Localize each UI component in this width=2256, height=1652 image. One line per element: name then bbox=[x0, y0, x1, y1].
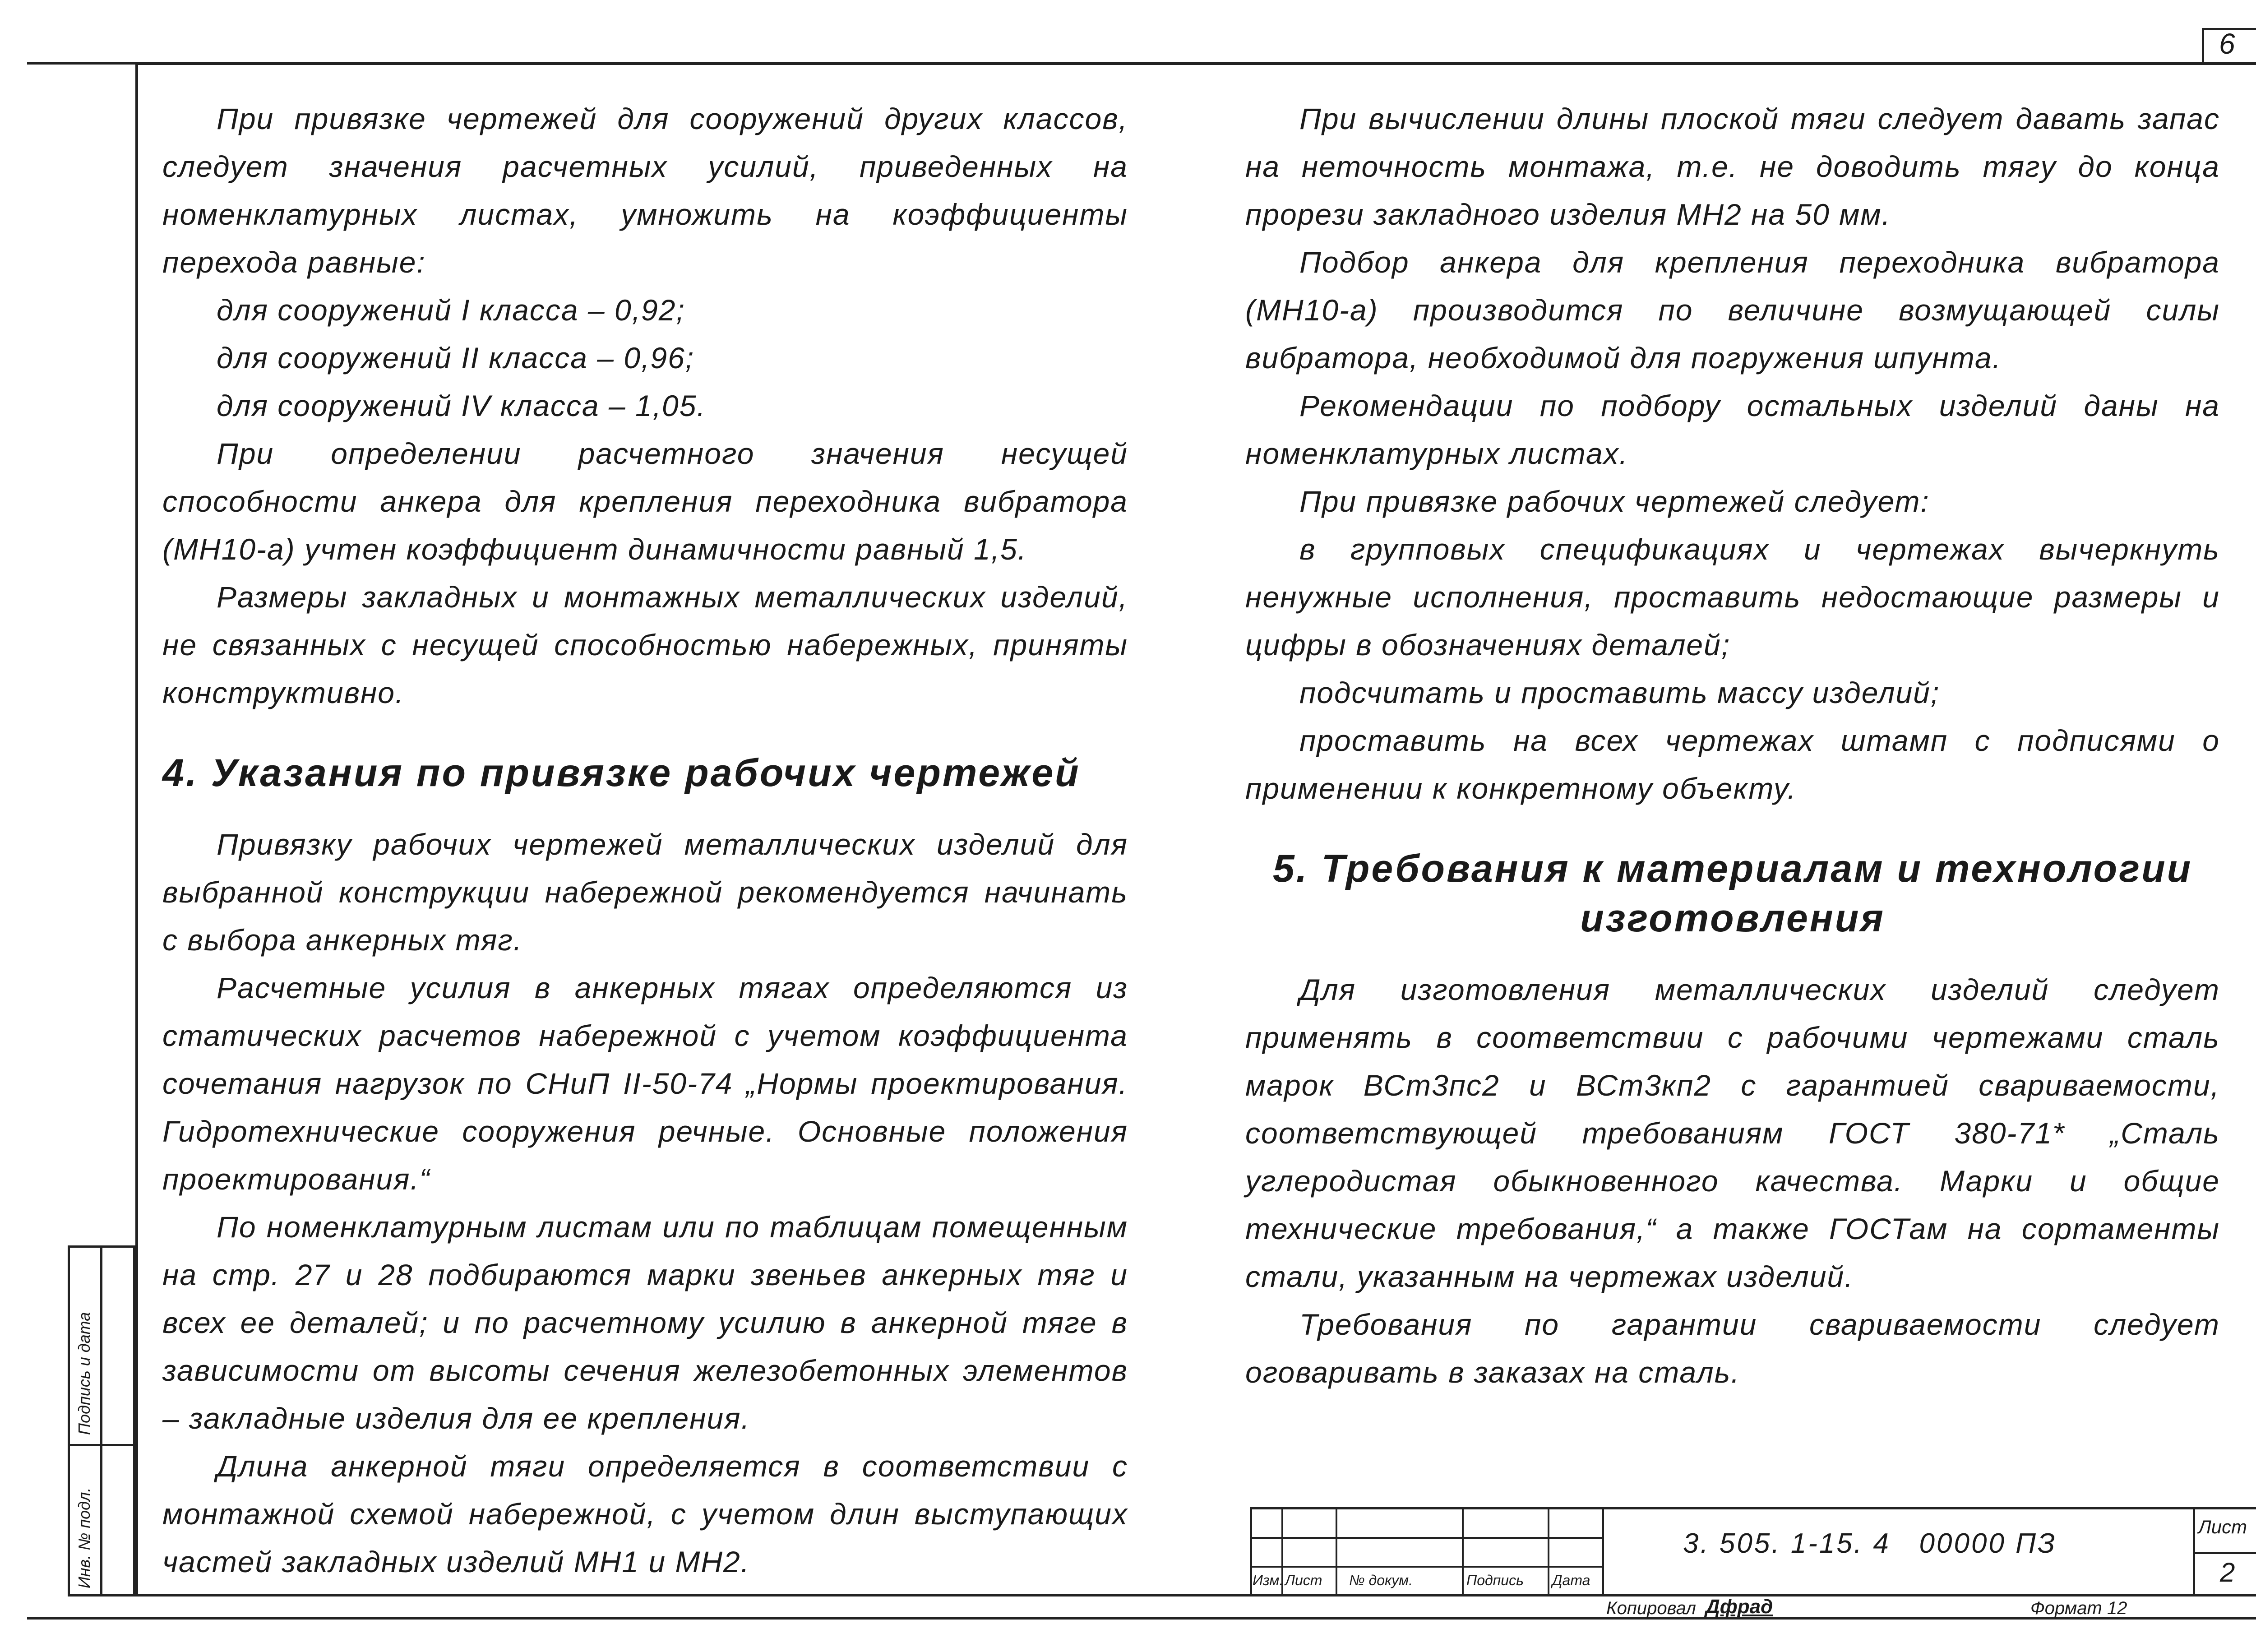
copied-signature: Дфрад bbox=[1706, 1596, 1773, 1618]
copied-label: Копировал bbox=[1606, 1598, 1696, 1618]
tb-header-list: Лист bbox=[1285, 1572, 1322, 1588]
tb-col-line bbox=[1602, 1507, 1604, 1596]
paragraph: При определении расчетного значения несущей способности анкера для крепления переходника вибратора (МН10-а) учтен коэффициент динамичности равный 1,5. bbox=[162, 437, 1128, 566]
tb-header-date: Дата bbox=[1552, 1572, 1590, 1588]
side-label-inv: Инв. № подл. bbox=[75, 1487, 93, 1588]
tb-header-izm: Изм. bbox=[1253, 1572, 1284, 1588]
paragraph: Требования по гарантии свариваемости следует оговаривать в заказах на сталь. bbox=[1245, 1308, 2220, 1389]
intro-paragraph: При привязке чертежей для сооружений других классов, следует значения расчетных усилий, приведенных на номенклатурных листах, умножить на коэффициенты перехода равные: bbox=[162, 102, 1128, 279]
tb-sheet-label: Лист bbox=[2198, 1516, 2247, 1537]
tb-sheet-number: 2 bbox=[2220, 1557, 2235, 1587]
list-item: для сооружений II класса – 0,96; bbox=[217, 341, 695, 375]
paragraph: подсчитать и проставить массу изделий; bbox=[1299, 676, 1940, 709]
tb-designation: 3. 505. 1-15. 4 00000 ПЗ bbox=[1683, 1528, 2057, 1559]
page-number: 6 bbox=[2219, 28, 2235, 60]
tb-sheet-col-line bbox=[2193, 1507, 2195, 1596]
side-stamp-divider-h bbox=[68, 1444, 135, 1446]
left-column bbox=[162, 95, 1128, 1586]
tb-sheet-row-line bbox=[2193, 1552, 2256, 1554]
paragraph: Длина анкерной тяги определяется в соответствии с монтажной схемой набережной, с учетом длин выступающих частей закладных изделий МН1 и МН2. bbox=[162, 1449, 1128, 1578]
paragraph: Привязку рабочих чертежей металлических изделий для выбранной конструкции набережной рекомендуется начинать с выбора анкерных тяг. bbox=[162, 828, 1128, 957]
paragraph: Расчетные усилия в анкерных тягах определяются из статических расчетов набережной с учетом коэффициента сочетания нагрузок по СНиП II-50-74 „Нормы проектирования. Гидротехнические сооружения речные. Основные положения проектирования.“ bbox=[162, 971, 1128, 1196]
tb-header-sign: Подпись bbox=[1466, 1572, 1524, 1588]
bottom-border-line bbox=[27, 1617, 2256, 1620]
paragraph: Размеры закладных и монтажных металлических изделий, не связанных с несущей способностью набережных, приняты конструктивно. bbox=[162, 580, 1128, 709]
tb-header-doc: № докум. bbox=[1349, 1572, 1413, 1588]
list-item: для сооружений I класса – 0,92; bbox=[217, 293, 685, 327]
section-5-heading: 5. Требования к материалам и технологии изготовления bbox=[1272, 847, 2193, 940]
tb-col-line bbox=[1462, 1507, 1464, 1596]
paragraph: Рекомендации по подбору остальных изделий даны на номенклатурных листах. bbox=[1245, 389, 2220, 470]
paragraph: Подбор анкера для крепления переходника вибратора (МН10-а) производится по величине возмущающей силы вибратора, необходимой для погружения шпунта. bbox=[1245, 245, 2220, 375]
tb-col-line bbox=[1548, 1507, 1549, 1596]
side-label-sign: Подпись и дата bbox=[75, 1312, 93, 1435]
section-4-heading: 4. Указания по привязке рабочих чертежей bbox=[162, 751, 1081, 795]
paragraph: Для изготовления металлических изделий следует применять в соответствии с рабочими чертежами сталь марок ВСт3пс2 и ВСт3кп2 с гарантией свариваемости, соответствующей требованиям ГОСТ 380-71* „Сталь углеродистая обыкновенного качества. Марки и общие технические требования,“ а также ГОСТам на сортаменты стали, указанным на чертежах изделий. bbox=[1245, 973, 2220, 1293]
list-item: для сооружений IV класса – 1,05. bbox=[217, 389, 706, 422]
paragraph: При вычислении длины плоской тяги следует давать запас на неточность монтажа, т.е. не доводить тягу до конца прорези закладного изделия МН2 на 50 мм. bbox=[1245, 102, 2220, 231]
paragraph: проставить на всех чертежах штамп с подписями о применении к конкретному объекту. bbox=[1245, 724, 2220, 805]
paragraph: При привязке рабочих чертежей следует: bbox=[1299, 485, 1930, 518]
coefficient-list bbox=[162, 286, 1128, 430]
paragraph: По номенклатурным листам или по таблицам помещенным на стр. 27 и 28 подбираются марки звеньев анкерных тяг и всех ее деталей; и по расчетному усилию в анкерной тяге в зависимости от высоты сечения железобетонных элементов – закладные изделия для ее крепления. bbox=[162, 1210, 1128, 1435]
right-column bbox=[1245, 95, 2220, 1396]
side-stamp-divider bbox=[100, 1245, 102, 1596]
paragraph: в групповых спецификациях и чертежах вычеркнуть ненужные исполнения, проставить недостающие размеры и цифры в обозначениях деталей; bbox=[1245, 532, 2220, 662]
tb-col-line bbox=[1336, 1507, 1337, 1596]
format-label: Формат 12 bbox=[2030, 1598, 2127, 1618]
